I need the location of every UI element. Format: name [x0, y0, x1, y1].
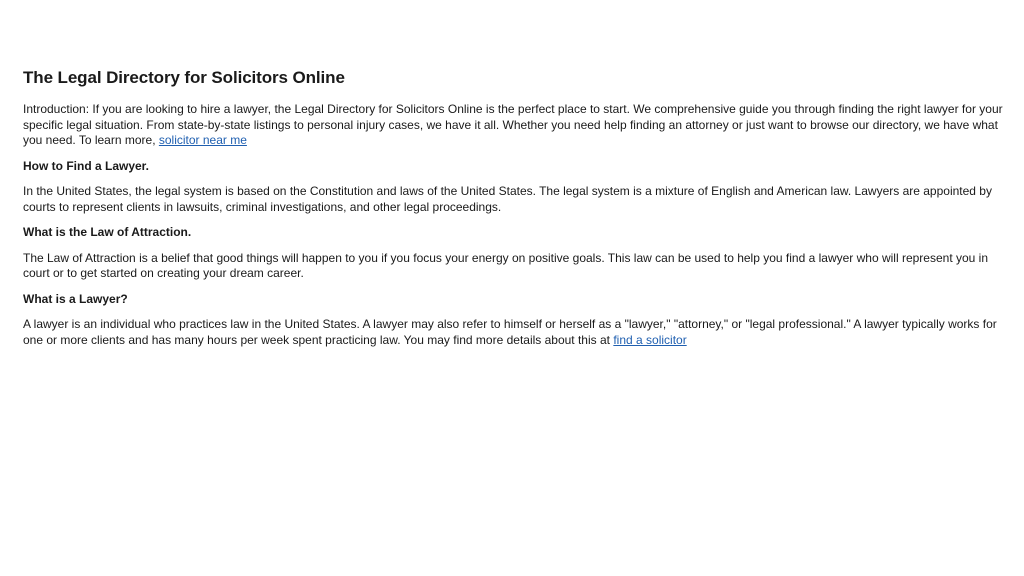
section-heading-law-of-attraction: What is the Law of Attraction. — [23, 225, 192, 239]
section-paragraph-what-is-lawyer — [23, 317, 1003, 348]
section-heading-find-lawyer: How to Find a Lawyer. — [23, 158, 150, 173]
section-text-law-of-attraction: The Law of Attraction is a belief that good things will happen to you if you focus your energy on positive goals. This law can be used to help you find a lawyer who will represent you in court or to get started on creating your dream career. — [23, 250, 989, 280]
section-text-what-is-lawyer: A lawyer is an individual who practices law in the United States. A lawyer may also refer to himself or herself as a "lawyer," "attorney," or "legal professional." A lawyer typically works for one or more clients and has many hours per week spent practicing law. You may find more details about this at — [23, 317, 997, 347]
intro-paragraph — [23, 102, 1003, 149]
solicitor-near-me-link[interactable]: solicitor near me — [158, 133, 247, 147]
section-text-find-lawyer: In the United States, the legal system is based on the Constitution and laws of the United States. The legal system is a mixture of English and American law. Lawyers are appointed by courts to represent clients in lawsuits, criminal investigations, and other legal proceedings. — [23, 184, 992, 214]
find-a-solicitor-link[interactable]: find a solicitor — [613, 332, 687, 347]
intro-text: Introduction: If you are looking to hire a lawyer, the Legal Directory for Solicitors Online is the perfect place to start. We comprehensive guide you through finding the right lawyer for your specific legal situation. From state-by-state listings to personal injury cases, we have it all. Whether you need help finding an attorney or just want to browse our directory, we have what you need. To learn more, — [23, 102, 1003, 147]
document-page — [23, 66, 1003, 358]
page-title: The Legal Directory for Solicitors Online — [23, 68, 345, 87]
section-heading-what-is-lawyer: What is a Lawyer? — [23, 291, 128, 306]
